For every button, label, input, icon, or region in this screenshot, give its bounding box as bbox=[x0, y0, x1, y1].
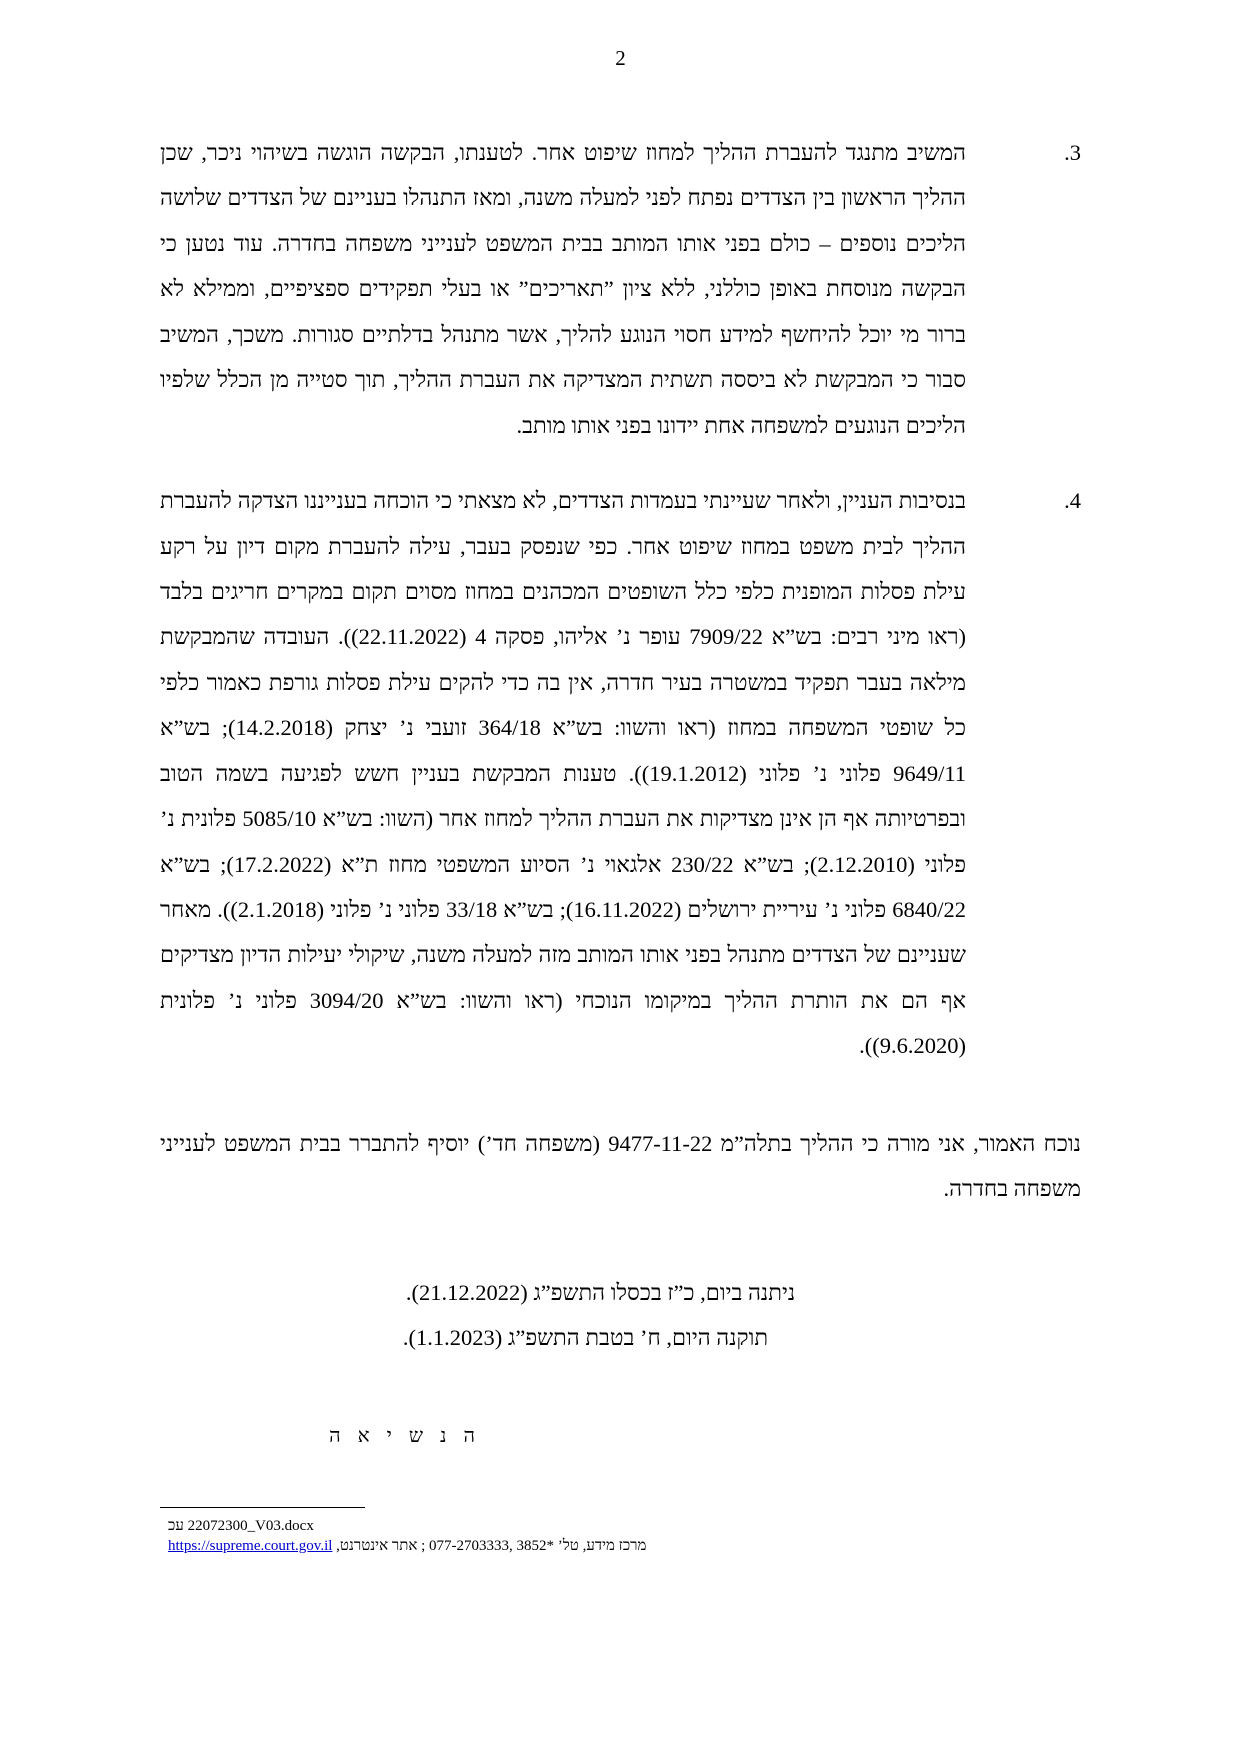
signature-title: ה נ ש י א ה bbox=[329, 1424, 481, 1447]
footer-website-link[interactable]: https://supreme.court.gov.il bbox=[168, 1538, 333, 1555]
dates-block bbox=[160, 1270, 1081, 1361]
date-given: ניתנה ביום, כ”ז בכסלו התשפ”ג (21.12.2022). bbox=[405, 1279, 796, 1305]
footer-info-center-label: מרכז מידע, טל’ bbox=[557, 1538, 647, 1555]
paragraph-4 bbox=[160, 478, 1081, 1069]
footer-website-label: אתר אינטרנט, bbox=[336, 1538, 418, 1555]
paragraph-3-text: המשיב מתנגד להעברת ההליך למחוז שיפוט אחר. לטענתו, הבקשה הוגשה בשיהוי ניכר, שכן ההליך הראשון בין הצדדים נפתח לפני למעלה משנה, ומאז התנהלו בעניינם של הצדדים שלושה הליכים נוספים – כולם בפני אותו המותב בבית המשפט לענייני משפחה בחדרה. עוד נטען כי הבקשה מנוסחת באופן כוללני, ללא ציון ”תאריכים” או בעלי תפקידים ספציפיים, וממילא לא ברור מי יוכל להיחשף למידע חסוי הנוגע להליך, אשר מתנהל בדלתיים סגורות. משכך, המשיב סבור כי המבקשת לא ביססה תשתית המצדיקה את העברת ההליך, תוך סטייה מן הכלל שלפיו הליכים הנוגעים למשפחה אחת יידונו בפני אותו מותב. bbox=[160, 140, 966, 438]
ruling-paragraph bbox=[160, 1121, 1081, 1212]
date-corrected: תוקנה היום, ח’ בטבת התשפ”ג (1.1.2023). bbox=[402, 1325, 769, 1351]
footer-doc-file: 22072300_V03.docx bbox=[187, 1518, 314, 1534]
page-footer bbox=[160, 1498, 1081, 1558]
paragraph-4-marker: .4 bbox=[1064, 488, 1081, 514]
paragraph-3 bbox=[160, 130, 1081, 448]
paragraph-3-marker: .3 bbox=[1064, 140, 1081, 165]
footer-separator: ; bbox=[421, 1538, 426, 1555]
ruling-text: נוכח האמור, אני מורה כי ההליך בתלה”מ 9477-11-22 (משפחה חד’) יוסיף להתברר בבית המשפט לענייני משפחה בחדרה. bbox=[160, 1130, 1081, 1202]
footer-divider-wrap bbox=[160, 1498, 1081, 1516]
footer-phone-numbers: 077-2703333, 3852* bbox=[429, 1538, 555, 1555]
document-body bbox=[160, 130, 1081, 1448]
footer-doc-reference bbox=[160, 1516, 1081, 1536]
footer-contact-line bbox=[160, 1536, 1081, 1558]
footer-doc-marker: עכ bbox=[168, 1518, 184, 1534]
footer-divider bbox=[160, 1507, 365, 1508]
paragraph-4-text: בנסיבות העניין, ולאחר שעיינתי בעמדות הצדדים, לא מצאתי כי הוכחה בענייננו הצדקה להעברת ההליך לבית משפט במחוז שיפוט אחר. כפי שנפסק בעבר, עילה להעברת מקום דיון על רקע עילת פסלות המופנית כלפי כלל השופטים המכהנים במחוז מסוים תקום במקרים חריגים בלבד (ראו מיני רבים: בש”א 7909/22 עופר נ’ אליהו, פסקה 4 (22.11.2022)). העובדה שהמבקשת מילאה בעבר תפקיד במשטרה בעיר חדרה, אין בה כדי להקים עילת פסלות גורפת כאמור כלפי כל שופטי המשפחה במחוז (ראו והשוו: בש”א 364/18 זועבי נ’ יצחק (14.2.2018); בש”א 9649/11 פלוני נ’ פלוני (19.1.2012)). טענות המבקשת בעניין חשש לפגיעה בשמה הטוב ובפרטיותה אף הן אינן מצדיקות את העברת ההליך למחוז אחר (השוו: בש”א 5085/10 פלונית נ’ פלוני (2.12.2010); בש”א 230/22 אלגאוי נ’ הסיוע המשפטי מחוז ת”א (17.2.2022); בש”א 6840/22 פלוני נ’ עיריית ירושלים (16.11.2022); בש”א 33/18 פלוני נ’ פלוני (2.1.2018)). מאחר שעניינם של הצדדים מתנהל בפני אותו המותב מזה למעלה משנה, שיקולי יעילות הדיון מצדיקים אף הם את הותרת ההליך במיקומו הנוכחי (ראו והשוו: בש”א 3094/20 פלוני נ’ פלונית (9.6.2020)). bbox=[160, 488, 966, 1059]
page-number: 2 bbox=[615, 46, 626, 70]
